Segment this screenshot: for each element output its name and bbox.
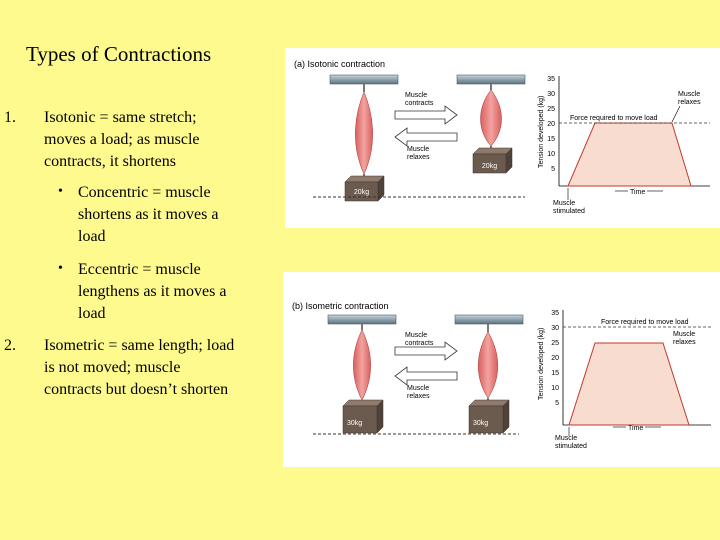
stim-label-2: stimulated (555, 443, 587, 450)
muscle-relaxed-left (355, 92, 372, 174)
support-bar-right (455, 315, 523, 324)
stim-label-1: Muscle (555, 435, 578, 442)
muscle-contracted-right (481, 90, 502, 146)
arrow-contracts-label-1: Muscle (405, 92, 428, 99)
time-label: Time (628, 425, 644, 432)
load-left-label: 20kg (353, 189, 370, 196)
bullet-concentric: • (58, 184, 63, 199)
y-axis-label: Tension developed (kg) (538, 327, 545, 400)
y-tick-10: 10 (551, 385, 559, 392)
arrow-contracts-label-2: contracts (405, 100, 434, 107)
y-tick-10: 10 (547, 151, 555, 158)
subitem-eccentric-line-3: load (78, 305, 106, 322)
y-tick-20: 20 (551, 355, 559, 362)
subitem-concentric (78, 182, 218, 248)
item-isometric (44, 335, 234, 401)
isotonic-figure (285, 48, 720, 228)
item-isometric-line-1: Isometric = same length; load (44, 337, 235, 354)
subitem-concentric-line-1: Concentric = muscle (78, 184, 211, 201)
load-right-label: 20kg (481, 163, 498, 170)
support-bar-left (330, 75, 398, 84)
subitem-eccentric-line-2: lengthens as it moves a (78, 283, 227, 300)
y-tick-5: 5 (551, 166, 555, 173)
subitem-concentric-line-3: load (78, 228, 106, 245)
y-tick-30: 30 (551, 325, 559, 332)
arrow-relaxes (395, 128, 457, 146)
support-bar-right (457, 75, 525, 84)
item-isotonic-line-3: contracts, it shortens (44, 153, 176, 170)
isometric-panel-title: (b) Isometric contraction (292, 301, 389, 311)
item-isotonic (44, 107, 200, 173)
relax-label-2: relaxes (673, 339, 696, 346)
y-tick-35: 35 (547, 76, 555, 83)
arrow-contracts-label-2: contracts (405, 340, 434, 347)
subitem-concentric-line-2: shortens as it moves a (78, 206, 219, 223)
load-right-label: 30kg (473, 420, 489, 427)
load-left-label: 30kg (347, 420, 363, 427)
item-number-2: 2. (4, 337, 16, 354)
item-isotonic-line-1: Isotonic = same stretch; (44, 109, 197, 126)
y-tick-30: 30 (547, 91, 555, 98)
subitem-eccentric (78, 259, 226, 325)
force-label: Force required to move load (601, 319, 689, 326)
y-tick-5: 5 (555, 400, 559, 407)
arrow-relaxes-label-2: relaxes (407, 154, 430, 161)
relax-label-1: Muscle (678, 91, 701, 98)
relax-label-1: Muscle (673, 331, 696, 338)
y-tick-25: 25 (551, 340, 559, 347)
arrow-contracts-label-1: Muscle (405, 332, 428, 339)
y-tick-20: 20 (547, 121, 555, 128)
force-label: Force required to move load (570, 115, 658, 122)
item-number-1: 1. (4, 109, 16, 126)
item-isotonic-line-2: moves a load; as muscle (44, 131, 200, 148)
arrow-relaxes-label-1: Muscle (407, 385, 430, 392)
arrow-relaxes (395, 367, 457, 385)
item-isometric-line-2: is not moved; muscle (44, 359, 181, 376)
arrow-relaxes-label-2: relaxes (407, 393, 430, 400)
tension-curve (569, 343, 689, 425)
bullet-eccentric: • (58, 261, 63, 276)
tension-curve (568, 123, 691, 186)
muscle-relaxed-left (353, 330, 370, 400)
stim-label-2: stimulated (553, 208, 585, 215)
isotonic-panel-title: (a) Isotonic contraction (294, 59, 386, 69)
item-isometric-line-3: contracts but doesn’t shorten (44, 381, 229, 398)
time-label: Time (630, 189, 646, 196)
subitem-eccentric-line-1: Eccentric = muscle (78, 261, 201, 278)
stim-label-1: Muscle (553, 200, 576, 207)
arrow-contracts (395, 106, 457, 124)
muscle-contracted-right (478, 332, 498, 398)
y-tick-15: 15 (547, 136, 555, 143)
y-axis-label: Tension developed (kg) (538, 95, 545, 168)
slide-title: Types of Contractions (26, 42, 212, 66)
y-tick-15: 15 (551, 370, 559, 377)
isometric-figure (283, 272, 720, 467)
arrow-relaxes-label-1: Muscle (407, 146, 430, 153)
relax-label-2: relaxes (678, 99, 701, 106)
y-tick-35: 35 (551, 310, 559, 317)
y-tick-25: 25 (547, 106, 555, 113)
support-bar-left (328, 315, 396, 324)
